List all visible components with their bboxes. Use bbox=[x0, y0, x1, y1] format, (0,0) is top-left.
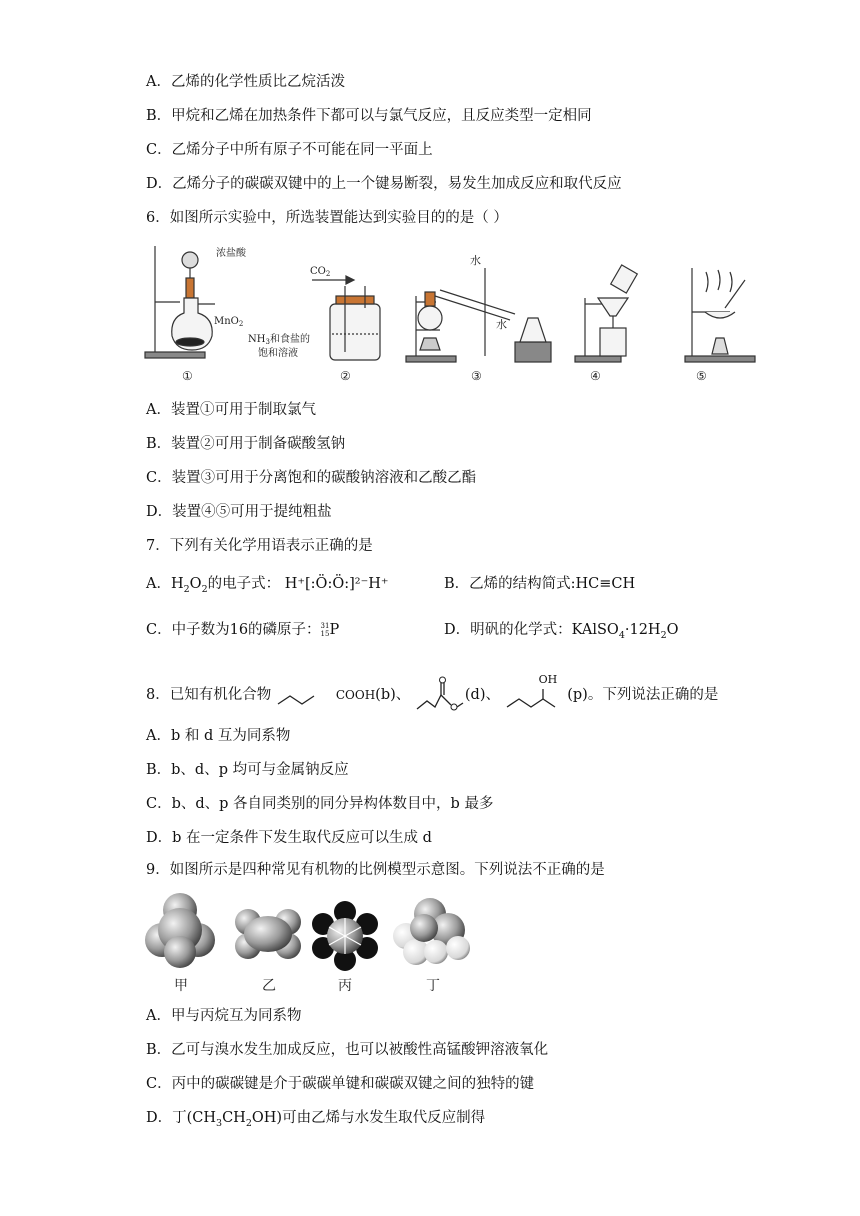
q9-models-figure bbox=[140, 890, 480, 1000]
model-yi-ethylene bbox=[235, 909, 301, 959]
q8-option-c: C．b、d、p 各自同类别的同分异构体数目中，b 最多 bbox=[146, 796, 494, 812]
q7-stem: 7．下列有关化学用语表示正确的是 bbox=[146, 538, 373, 554]
label-ding: 丁 bbox=[426, 978, 440, 994]
apparatus-3-distillation bbox=[406, 268, 551, 362]
q8-option-a: A．b 和 d 互为同系物 bbox=[146, 728, 291, 744]
q8-stem: 8．已知有机化合物 COOH(b)、 (d)、 $^{OH}$(p)。下列说法正确的是 bbox=[146, 675, 718, 715]
q7-option-b: B．乙烯的结构简式:HC≡CH bbox=[444, 576, 636, 592]
q6-stem: 6．如图所示实验中，所选装置能达到实验目的的是（ ） bbox=[146, 210, 508, 226]
q7-option-c: C．中子数为16的磷原子：31 15P bbox=[146, 622, 340, 638]
model-bing-benzene bbox=[312, 901, 378, 971]
label-co2: CO bbox=[310, 266, 326, 277]
model-ding-ethanol bbox=[393, 898, 470, 965]
label-num-3: ③ bbox=[471, 369, 482, 383]
q9-option-d: D．丁$(CH_3CH_2OH)$可由乙烯与水发生取代反应制得 bbox=[146, 1110, 486, 1129]
apparatus-1-chlorine bbox=[145, 246, 215, 358]
structure-b-icon bbox=[276, 682, 336, 708]
label-num-2: ② bbox=[340, 369, 351, 383]
q7-option-a: A．$H_2O_2$的电子式： H⁺[:Ö:Ö:]²⁻H⁺ bbox=[146, 576, 389, 595]
label-num-4: ④ bbox=[590, 369, 601, 383]
label-bing: 丙 bbox=[338, 978, 352, 994]
q6-option-b: B．装置②可用于制备碳酸氢钠 bbox=[146, 436, 346, 452]
q5-option-b: B．甲烷和乙烯在加热条件下都可以与氯气反应，且反应类型一定相同 bbox=[146, 108, 592, 124]
q6-option-c: C．装置③可用于分离饱和的碳酸钠溶液和乙酸乙酯 bbox=[146, 470, 477, 486]
q7-option-d: D．明矾的化学式：$KAlSO_4\cdot 12H_2O$ bbox=[444, 622, 679, 641]
q9-option-a: A．甲与丙烷互为同系物 bbox=[146, 1008, 302, 1024]
q8-option-d: D．b 在一定条件下发生取代反应可以生成 d bbox=[146, 830, 432, 846]
label-nh3: NH bbox=[248, 334, 266, 345]
structure-p-icon bbox=[505, 675, 569, 715]
label-num-5: ⑤ bbox=[696, 369, 707, 383]
label-yi: 乙 bbox=[262, 978, 276, 994]
label-conc-hcl: 浓盐酸 bbox=[216, 248, 246, 259]
structure-d-icon bbox=[415, 675, 465, 715]
svg-text:NH3和食盐的: $NH_3$和食盐的 bbox=[248, 334, 310, 346]
q5-option-a: A．乙烯的化学性质比乙烷活泼 bbox=[146, 74, 345, 90]
q6-option-d: D．装置④⑤可用于提纯粗盐 bbox=[146, 504, 332, 520]
q9-option-c: C．丙中的碳碳键是介于碳碳单键和碳碳双键之间的独特的键 bbox=[146, 1076, 535, 1092]
apparatus-5-evaporation bbox=[685, 268, 755, 362]
q6-option-a: A．装置①可用于制取氯气 bbox=[146, 402, 316, 418]
q8-option-b: B．b、d、p 均可与金属钠反应 bbox=[146, 762, 349, 778]
electron-formula-h2o2: H⁺[:Ö:Ö:]²⁻H⁺ bbox=[284, 576, 389, 592]
svg-text:CO2: $CO_2$ bbox=[310, 266, 331, 278]
apparatus-2-bottle bbox=[312, 276, 380, 360]
label-num-1: ① bbox=[182, 369, 193, 383]
label-water-in: 水 bbox=[470, 254, 481, 267]
model-jia-methane bbox=[145, 893, 215, 968]
q6-apparatus-figure bbox=[140, 238, 760, 388]
apparatus-4-filtration bbox=[575, 265, 637, 362]
q9-option-b: B．乙可与溴水发生加成反应，也可以被酸性高锰酸钾溶液氧化 bbox=[146, 1042, 549, 1058]
q5-option-c: C．乙烯分子中所有原子不可能在同一平面上 bbox=[146, 142, 433, 158]
q9-stem: 9．如图所示是四种常见有机物的比例模型示意图。下列说法不正确的是 bbox=[146, 862, 605, 878]
label-jia: 甲 bbox=[174, 978, 188, 994]
label-saturated-solution: 饱和溶液 bbox=[258, 348, 298, 359]
svg-text:MnO2: MnO$_2$ bbox=[214, 316, 244, 328]
label-mno2: MnO bbox=[214, 316, 239, 327]
q5-option-d: D．乙烯分子的碳碳双键中的上一个键易断裂，易发生加成反应和取代反应 bbox=[146, 176, 622, 192]
label-water-out: 水 bbox=[496, 318, 507, 331]
